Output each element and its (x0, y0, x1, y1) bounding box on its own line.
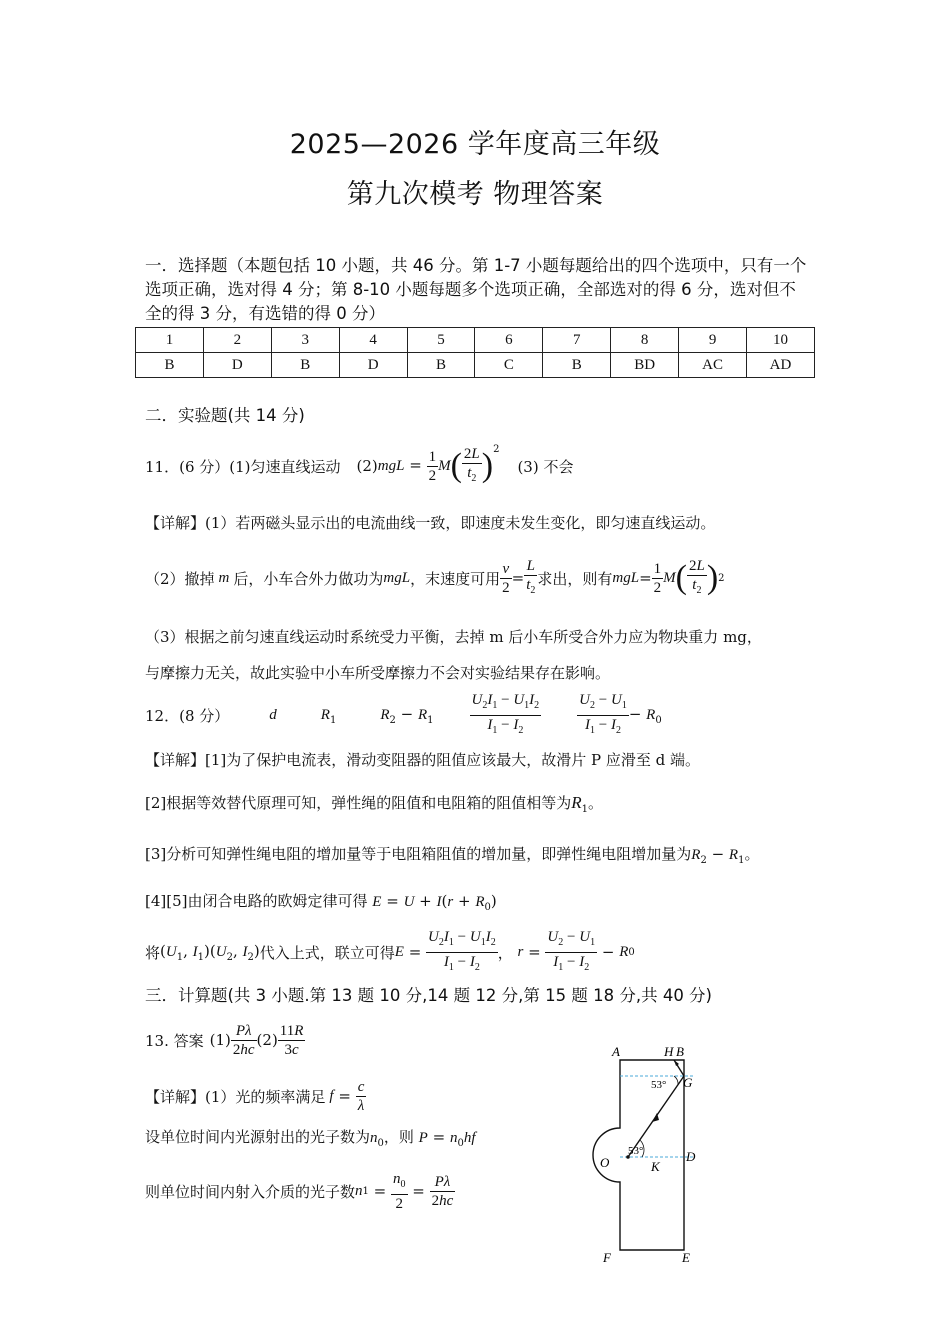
q12-detail-2: [2]根据等效替代原理可知，弹性绳的阻值和电阻箱的阻值相等为$R_1$。 (145, 793, 604, 815)
angle-label-bottom: 53° (628, 1145, 644, 1157)
q13-label: 13. 答案 (145, 1031, 204, 1050)
q12-answer-line: 12．(8 分） d $R_1$ $R_2 - R_1$ $\frac{U_2I_1 - U_1I_2}{I_1 - I_2}$ $\frac{U_2 - U_1}{I_1 - I_2}$ − $R_0$ (145, 691, 662, 736)
answer-table (135, 327, 815, 378)
table-cell: B (271, 353, 339, 378)
answer-table-answer-row (136, 353, 815, 378)
q11-answer-1: (1)匀速直线运动 (229, 457, 341, 476)
q12-detail-2-text: [2]根据等效替代原理可知，弹性绳的阻值和电阻箱的阻值相等为 (145, 794, 572, 812)
table-cell: AD (747, 353, 815, 378)
q13-detail-2: 设单位时间内光源射出的光子数为$n_0$，则 $P = n_0hf$ (145, 1128, 476, 1149)
label-b: B (676, 1044, 684, 1059)
section-3-heading: 三．计算题(共 3 小题.第 13 题 10 分,14 题 12 分,第 15 题 18 分,共 40 分) (145, 986, 712, 1005)
label-a: A (612, 1044, 620, 1059)
q11-label: 11．(6 分） (145, 457, 230, 476)
q13-detail-1: 【详解】(1）光的频率满足 f = $\frac{c}{\lambda}$ (145, 1078, 365, 1114)
q13-detail-3: 则单位时间内射入介质的光子数 n 1 = $\frac{n_0}{2}$ = $\frac{P\lambda}{2hc}$ (145, 1170, 454, 1212)
section-1-heading: 一．选择题（本题包括 10 小题，共 46 分。第 1-7 小题每题给出的四个选项中，只有一个选项正确，选对得 4 分；第 8-10 小题每题多个选项正确，全部选对的得 6 分，选对但不全的得 3 分，有选错的得 0 分） (145, 256, 807, 323)
table-cell: 5 (407, 328, 475, 353)
section-2-heading: 二．实验题(共 14 分) (145, 406, 305, 425)
label-e: E (682, 1250, 690, 1265)
title-line-1: 2025—2026 学年度高三年级 (289, 129, 661, 160)
title-line-2: 第九次模考 物理答案 (346, 179, 604, 210)
table-cell: 8 (611, 328, 679, 353)
ray-arrow-icon (674, 1060, 679, 1066)
answer-table-number-row (136, 328, 815, 353)
table-cell: 4 (339, 328, 407, 353)
table-cell: D (339, 353, 407, 378)
table-cell: 9 (679, 328, 747, 353)
optics-figure (590, 1040, 720, 1275)
q11-answer-2-prefix: (2) (356, 457, 378, 475)
q12-detail-5: 将 ($U_1$, $I_1)(U_2$, $I_2$) 代入上式，联立可得 E = $\frac{U_2I_1 - U_1I_2}{I_1 - I_2}$ ， r = $\frac{U_2 - U_1}{I_1 - I_2}$ − R 0 (145, 928, 635, 973)
q11-formula: mgL = $\frac{1}{2}$ M( $\frac{2L}{t_2}$ )$^2$ (377, 444, 500, 485)
q12-detail-4-text: [4][5]由闭合电路的欧姆定律可得 (145, 892, 368, 910)
table-cell: 7 (543, 328, 611, 353)
table-cell: 3 (271, 328, 339, 353)
q11-detail-2: （2）撤掉 m 后，小车合外力做功为 mgL ，末速度可用 $\frac{v}{2}$ = $\frac{L}{t_2}$ 求出，则有 mgL = $\frac{1}{2}$ M ( $\frac{2L}{t_2}$ ) 2 (145, 557, 725, 596)
angle-label-top: 53° (651, 1079, 667, 1091)
q11-detail-2-text-b: 后，小车合外力做功为 (233, 569, 384, 588)
q12-detail-3-text: [3]分析可知弹性绳电阻的增加量等于电阻箱阻值的增加量，即弹性绳电阻增加量为 (145, 845, 692, 863)
q12-detail-5-text-a: 将 (145, 943, 161, 962)
q13-detail-2-text: 设单位时间内光源射出的光子数为 (145, 1128, 371, 1146)
q12-detail-5-text-b: 代入上式，联立可得 (259, 943, 395, 962)
table-cell: BD (611, 353, 679, 378)
q13-answer-line: 13. 答案 (1) $\frac{P\lambda}{2hc}$ (2) $\frac{11R}{3c}$ (145, 1022, 304, 1058)
label-g: G (683, 1075, 693, 1090)
q11-detail-2-text-c: ，末速度可用 (410, 569, 501, 588)
table-cell: 6 (475, 328, 543, 353)
table-cell: B (407, 353, 475, 378)
label-o: O (600, 1155, 610, 1170)
table-cell: 1 (136, 328, 204, 353)
q11-detail-2-text-d: 求出，则有 (537, 569, 613, 588)
table-cell: 2 (203, 328, 271, 353)
q13-detail-1-text: 【详解】(1）光的频率满足 (145, 1087, 326, 1106)
table-cell: B (543, 353, 611, 378)
q11-detail-2-text-a: （2）撤掉 (145, 569, 215, 588)
label-f: F (603, 1250, 611, 1265)
table-cell: D (203, 353, 271, 378)
q11-detail-4: 与摩擦力无关，故此实验中小车所受摩擦力不会对实验结果存在影响。 (145, 664, 611, 682)
label-k: K (651, 1159, 660, 1174)
q12-detail-3: [3]分析可知弹性绳电阻的增加量等于电阻箱阻值的增加量，即弹性绳电阻增加量为$R_2 - R_1$。 (145, 845, 760, 866)
q12-label: 12．(8 分） (145, 706, 230, 725)
q13-detail-3-text: 则单位时间内射入介质的光子数 (145, 1182, 356, 1201)
table-cell: 10 (747, 328, 815, 353)
label-h: H (664, 1044, 674, 1059)
q11-answer-3: (3) 不会 (517, 457, 574, 476)
q11-answer-line (145, 440, 573, 492)
table-cell: AC (679, 353, 747, 378)
angle-arc (674, 1076, 678, 1085)
q11-detail-1: 【详解】(1）若两磁头显示出的电流曲线一致，即速度未发生变化，即匀速直线运动。 (145, 514, 716, 532)
q12-detail-4: [4][5]由闭合电路的欧姆定律可得 $E = U + I(r + R_0)$ (145, 892, 497, 913)
table-cell: B (136, 353, 204, 378)
q11-detail-3: （3）根据之前匀速直线运动时系统受力平衡，去掉 m 后小车所受合外力应为物块重力 mg， (145, 628, 762, 646)
label-d: D (686, 1149, 696, 1164)
table-cell: C (475, 353, 543, 378)
q12-detail-1: 【详解】[1]为了保护电流表，滑动变阻器的阻值应该最大，故滑片 P 应滑至 d 端。 (145, 751, 701, 769)
